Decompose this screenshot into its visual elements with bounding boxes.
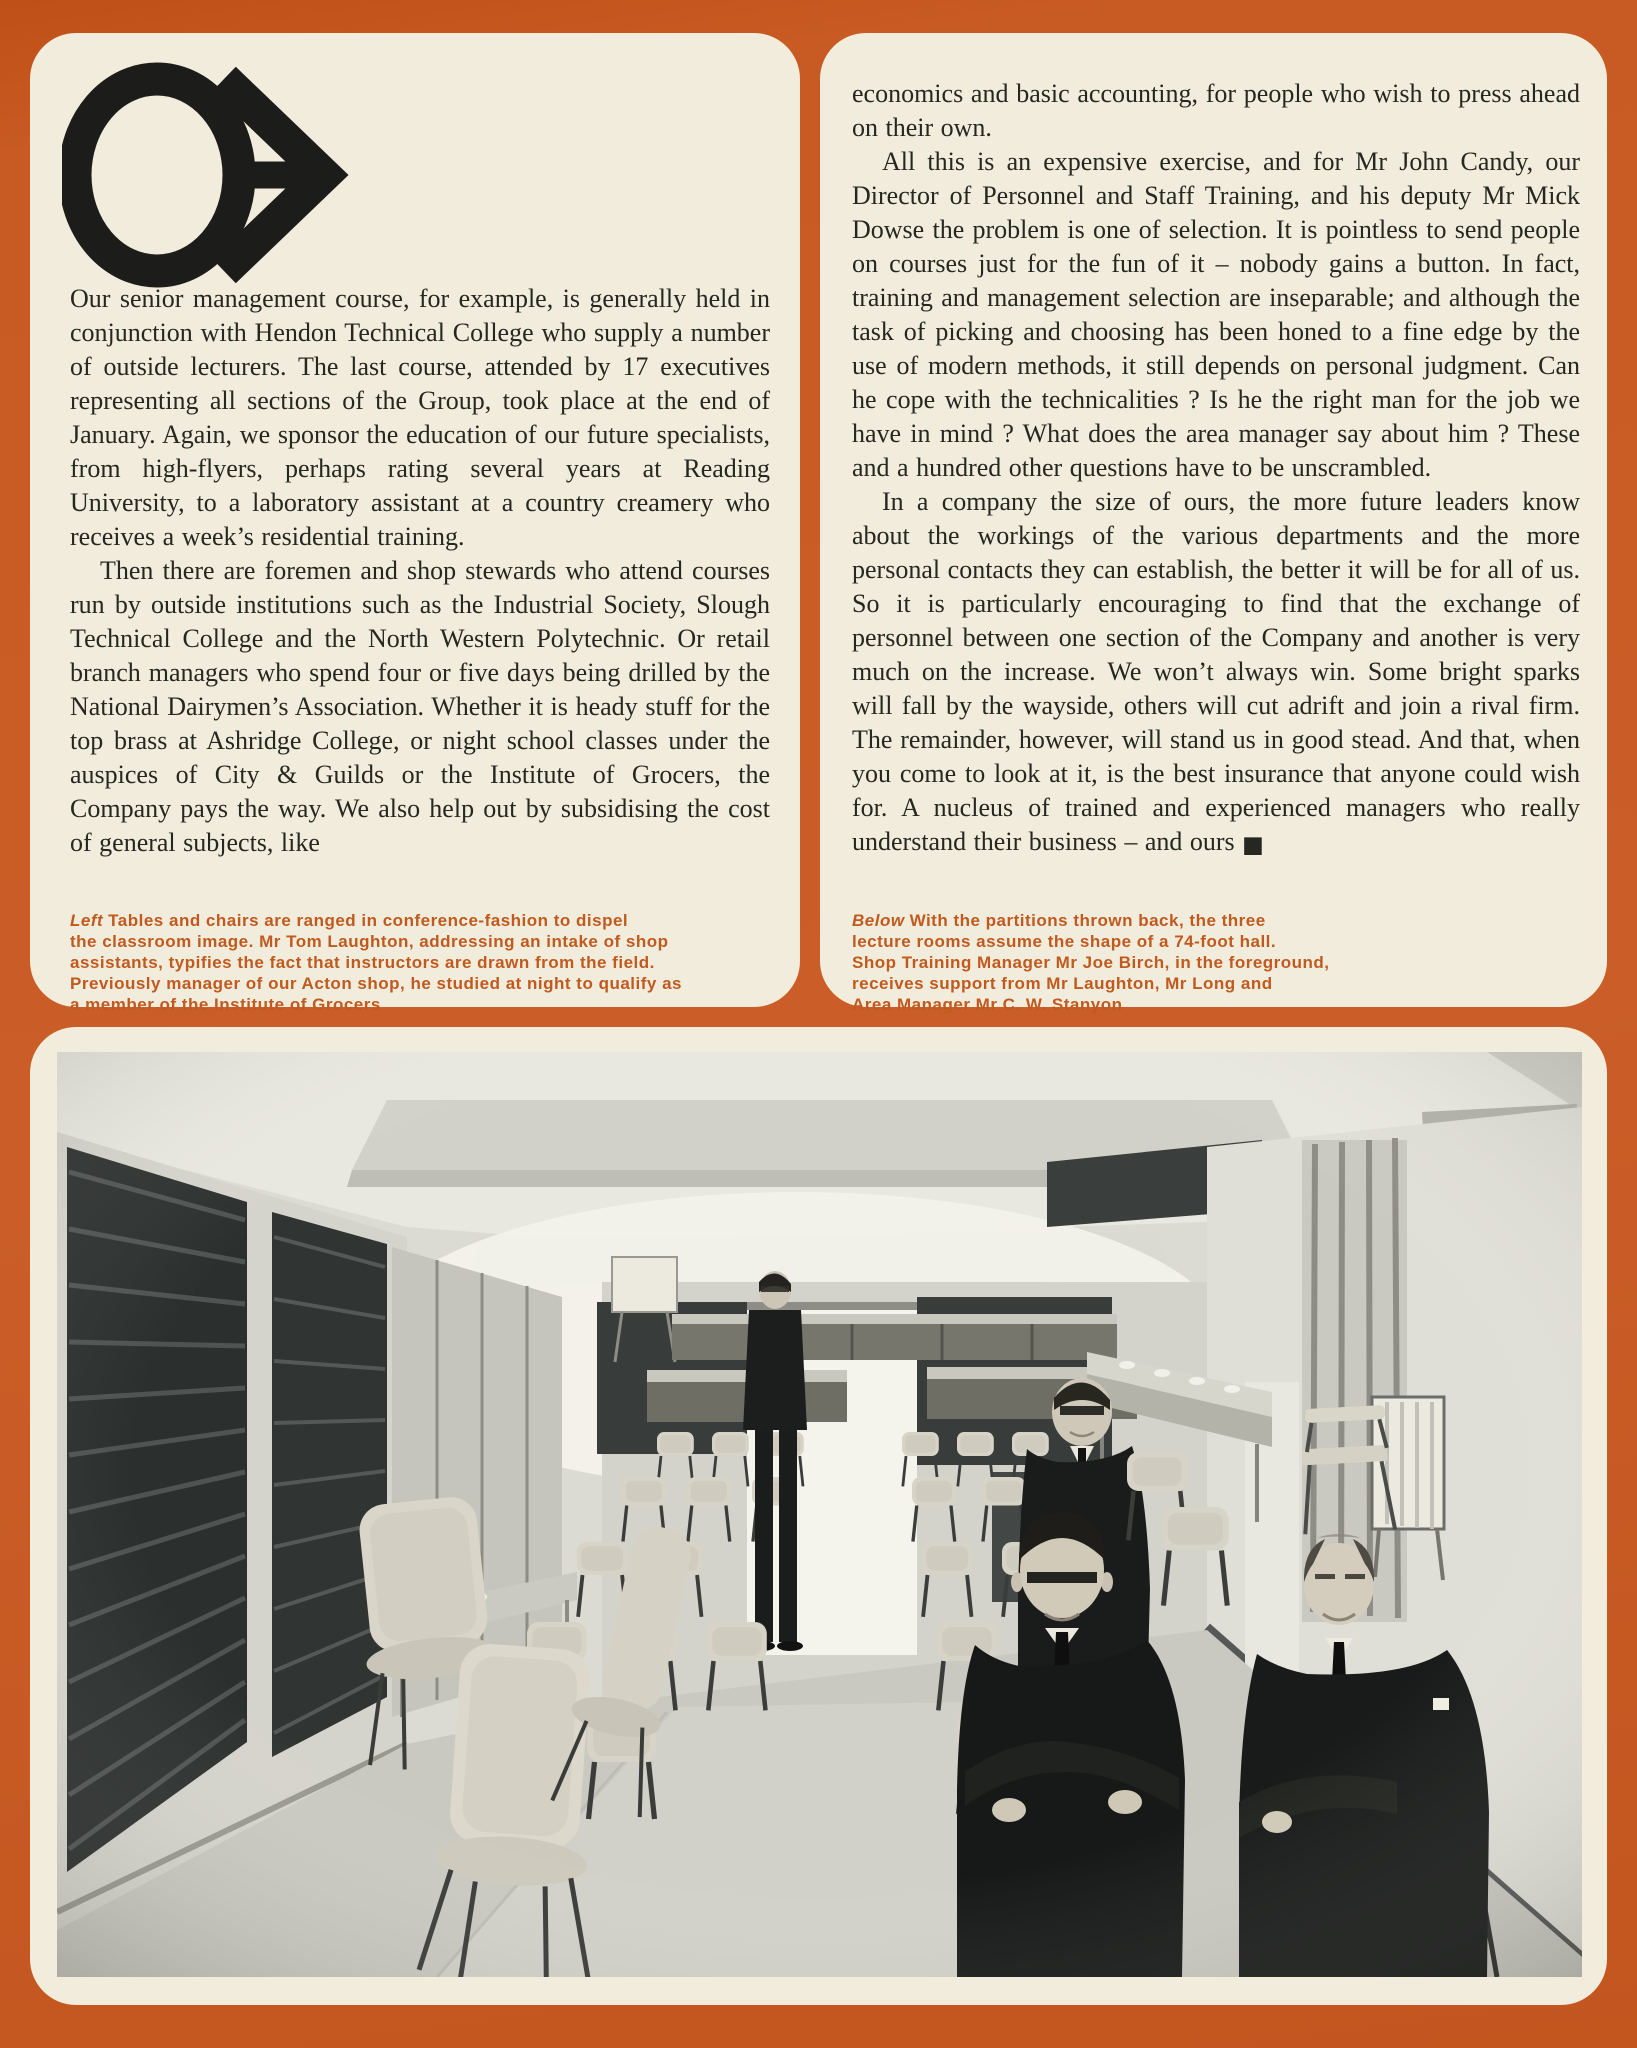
article-left-column bbox=[70, 282, 770, 860]
right-text-panel bbox=[820, 33, 1607, 1014]
body-paragraph: All this is an expensive exercise, and for Mr John Candy, our Director of Personnel and Staff Training, and his deputy Mr Mick Dowse the problem is one of selection. It is pointless to send people on courses just for the fun of it – nobody gains a button. In fact, training and management selection are inseparable; and although the task of picking and choosing has been honed to a fine edge by the use of modern methods, it still depends on personal judgment. Can he cope with the technicalities ? Is he the right man for the job we have in mind ? What does the area manager say about him ? These and a hundred other questions have to be unscrambled. bbox=[852, 147, 1580, 482]
circle-arrow-logo bbox=[62, 59, 362, 295]
body-paragraph: Our senior management course, for example, is generally held in conjunction with Hendon Technical College who supply a number of outside lecturers. The last course, attended by 17 executives representing all sections of the Group, took place at the end of January. Again, we sponsor the education of our future specialists, from high-flyers, perhaps rating several years at Reading University, to a laboratory assistant at a country creamery who receives a week’s residential training. bbox=[70, 284, 770, 551]
caption-text: Tables and chairs are ranged in conference-fashion to dispel the classroom image. Mr Tom Laughton, addressing an intake of shop assistants, typifies the fact that instructors are drawn from the field. Previously manager of our Acton shop, he studied at night to qualify as a member of the Institute of Grocers bbox=[70, 911, 682, 1014]
lecture-hall-photo bbox=[57, 1052, 1582, 1977]
body-paragraph: In a company the size of ours, the more future leaders know about the workings of the various departments and the more personal contacts they can establish, the better it will be for all of us. So it is particularly encouraging to find that the exchange of personnel between one section of the Company and another is very much on the increase. We won’t always win. Some bright sparks will fall by the wayside, others will cut adrift and join a rival firm. The remainder, however, will stand us in good stead. And that, when you come to look at it, is the best insurance that anyone could wish for. A nucleus of trained and experienced managers who really understand their business – and ours ■ bbox=[852, 487, 1580, 858]
photo-caption-right bbox=[852, 910, 1552, 1015]
article-right-column bbox=[852, 77, 1580, 859]
caption-lead-word: Left bbox=[70, 911, 104, 930]
left-text-panel bbox=[30, 33, 800, 1014]
body-paragraph: Then there are foremen and shop stewards who attend courses run by outside institutions such as the Industrial Society, Slough Technical College and the North Western Polytechnic. Or retail branch managers who spend four or five days being drilled by the National Dairymen’s Association. Whether it is heady stuff for the top brass at Ashridge College, or night school classes under the auspices of City & Guilds or the Institute of Grocers, the Company pays the way. We also help out by subsidising the cost of general subjects, like bbox=[70, 556, 770, 857]
photo-caption-left bbox=[70, 910, 770, 1015]
caption-lead-word: Below bbox=[852, 911, 905, 930]
caption-text: With the partitions thrown back, the three lecture rooms assume the shape of a 74-foot hall. Shop Training Manager Mr Joe Birch, in the foreground, receives support from Mr Laughton, Mr Long and Area Manager Mr C. W. Stanyon bbox=[852, 911, 1330, 1014]
photo-panel bbox=[30, 1027, 1607, 2005]
article-end-square: ■ bbox=[1242, 832, 1264, 858]
body-paragraph: economics and basic accounting, for people who wish to press ahead on their own. bbox=[852, 79, 1580, 142]
